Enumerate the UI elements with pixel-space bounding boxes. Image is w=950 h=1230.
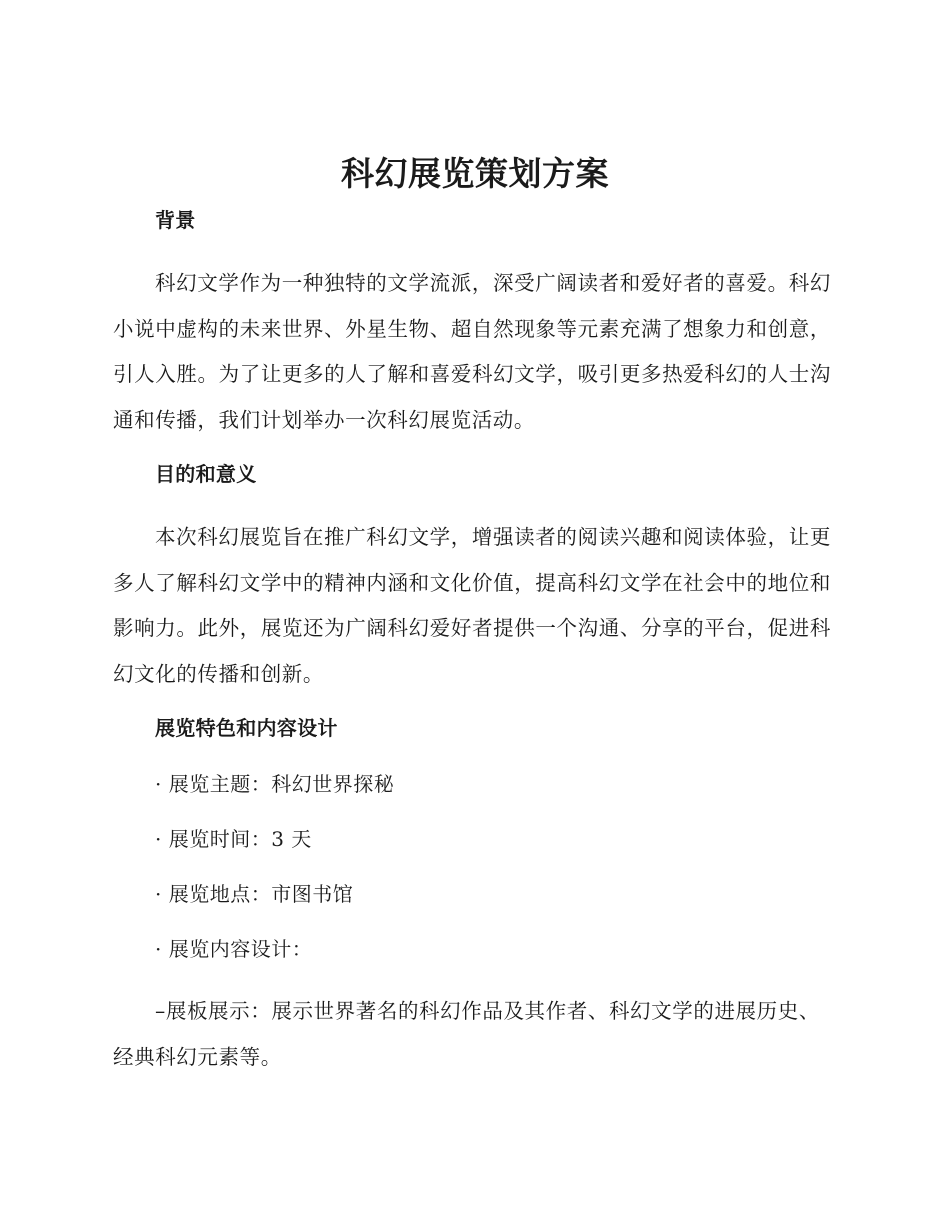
section-heading-features: 展览特色和内容设计 [155,716,338,740]
sub-item-panel-display: –展板展示：展示世界著名的科幻作品及其作者、科幻文学的进展历史、经典科幻元素等。 [113,999,820,1069]
section-paragraph-background: 科幻文学作为一种独特的文学流派，深受广阔读者和爱好者的喜爱。科幻小说中虚构的未来世界、外星生物、超自然现象等元素充满了想象力和创意，引人入胜。为了让更多的人了解和喜爱科幻文学，吸引更多热爱科幻的人士沟通和传播，我们计划举办一次科幻展览活动。 [113,271,831,432]
section-heading-purpose: 目的和意义 [155,462,257,486]
section-heading-background: 背景 [155,208,196,232]
list-item-location: · 展览地点：市图书馆 [155,882,354,906]
list-item-theme: · 展览主题：科幻世界探秘 [155,772,395,796]
list-item-content-design: · 展览内容设计： [155,937,313,961]
document-title: 科幻展览策划方案 [341,154,609,193]
list-item-duration: · 展览时间：3 天 [155,827,312,851]
section-paragraph-purpose: 本次科幻展览旨在推广科幻文学，增强读者的阅读兴趣和阅读体验，让更多人了解科幻文学中的精神内涵和文化价值，提高科幻文学在社会中的地位和影响力。此外，展览还为广阔科幻爱好者提供一个沟通、分享的平台，促进科幻文化的传播和创新。 [113,525,831,686]
document-body [113,205,831,1080]
